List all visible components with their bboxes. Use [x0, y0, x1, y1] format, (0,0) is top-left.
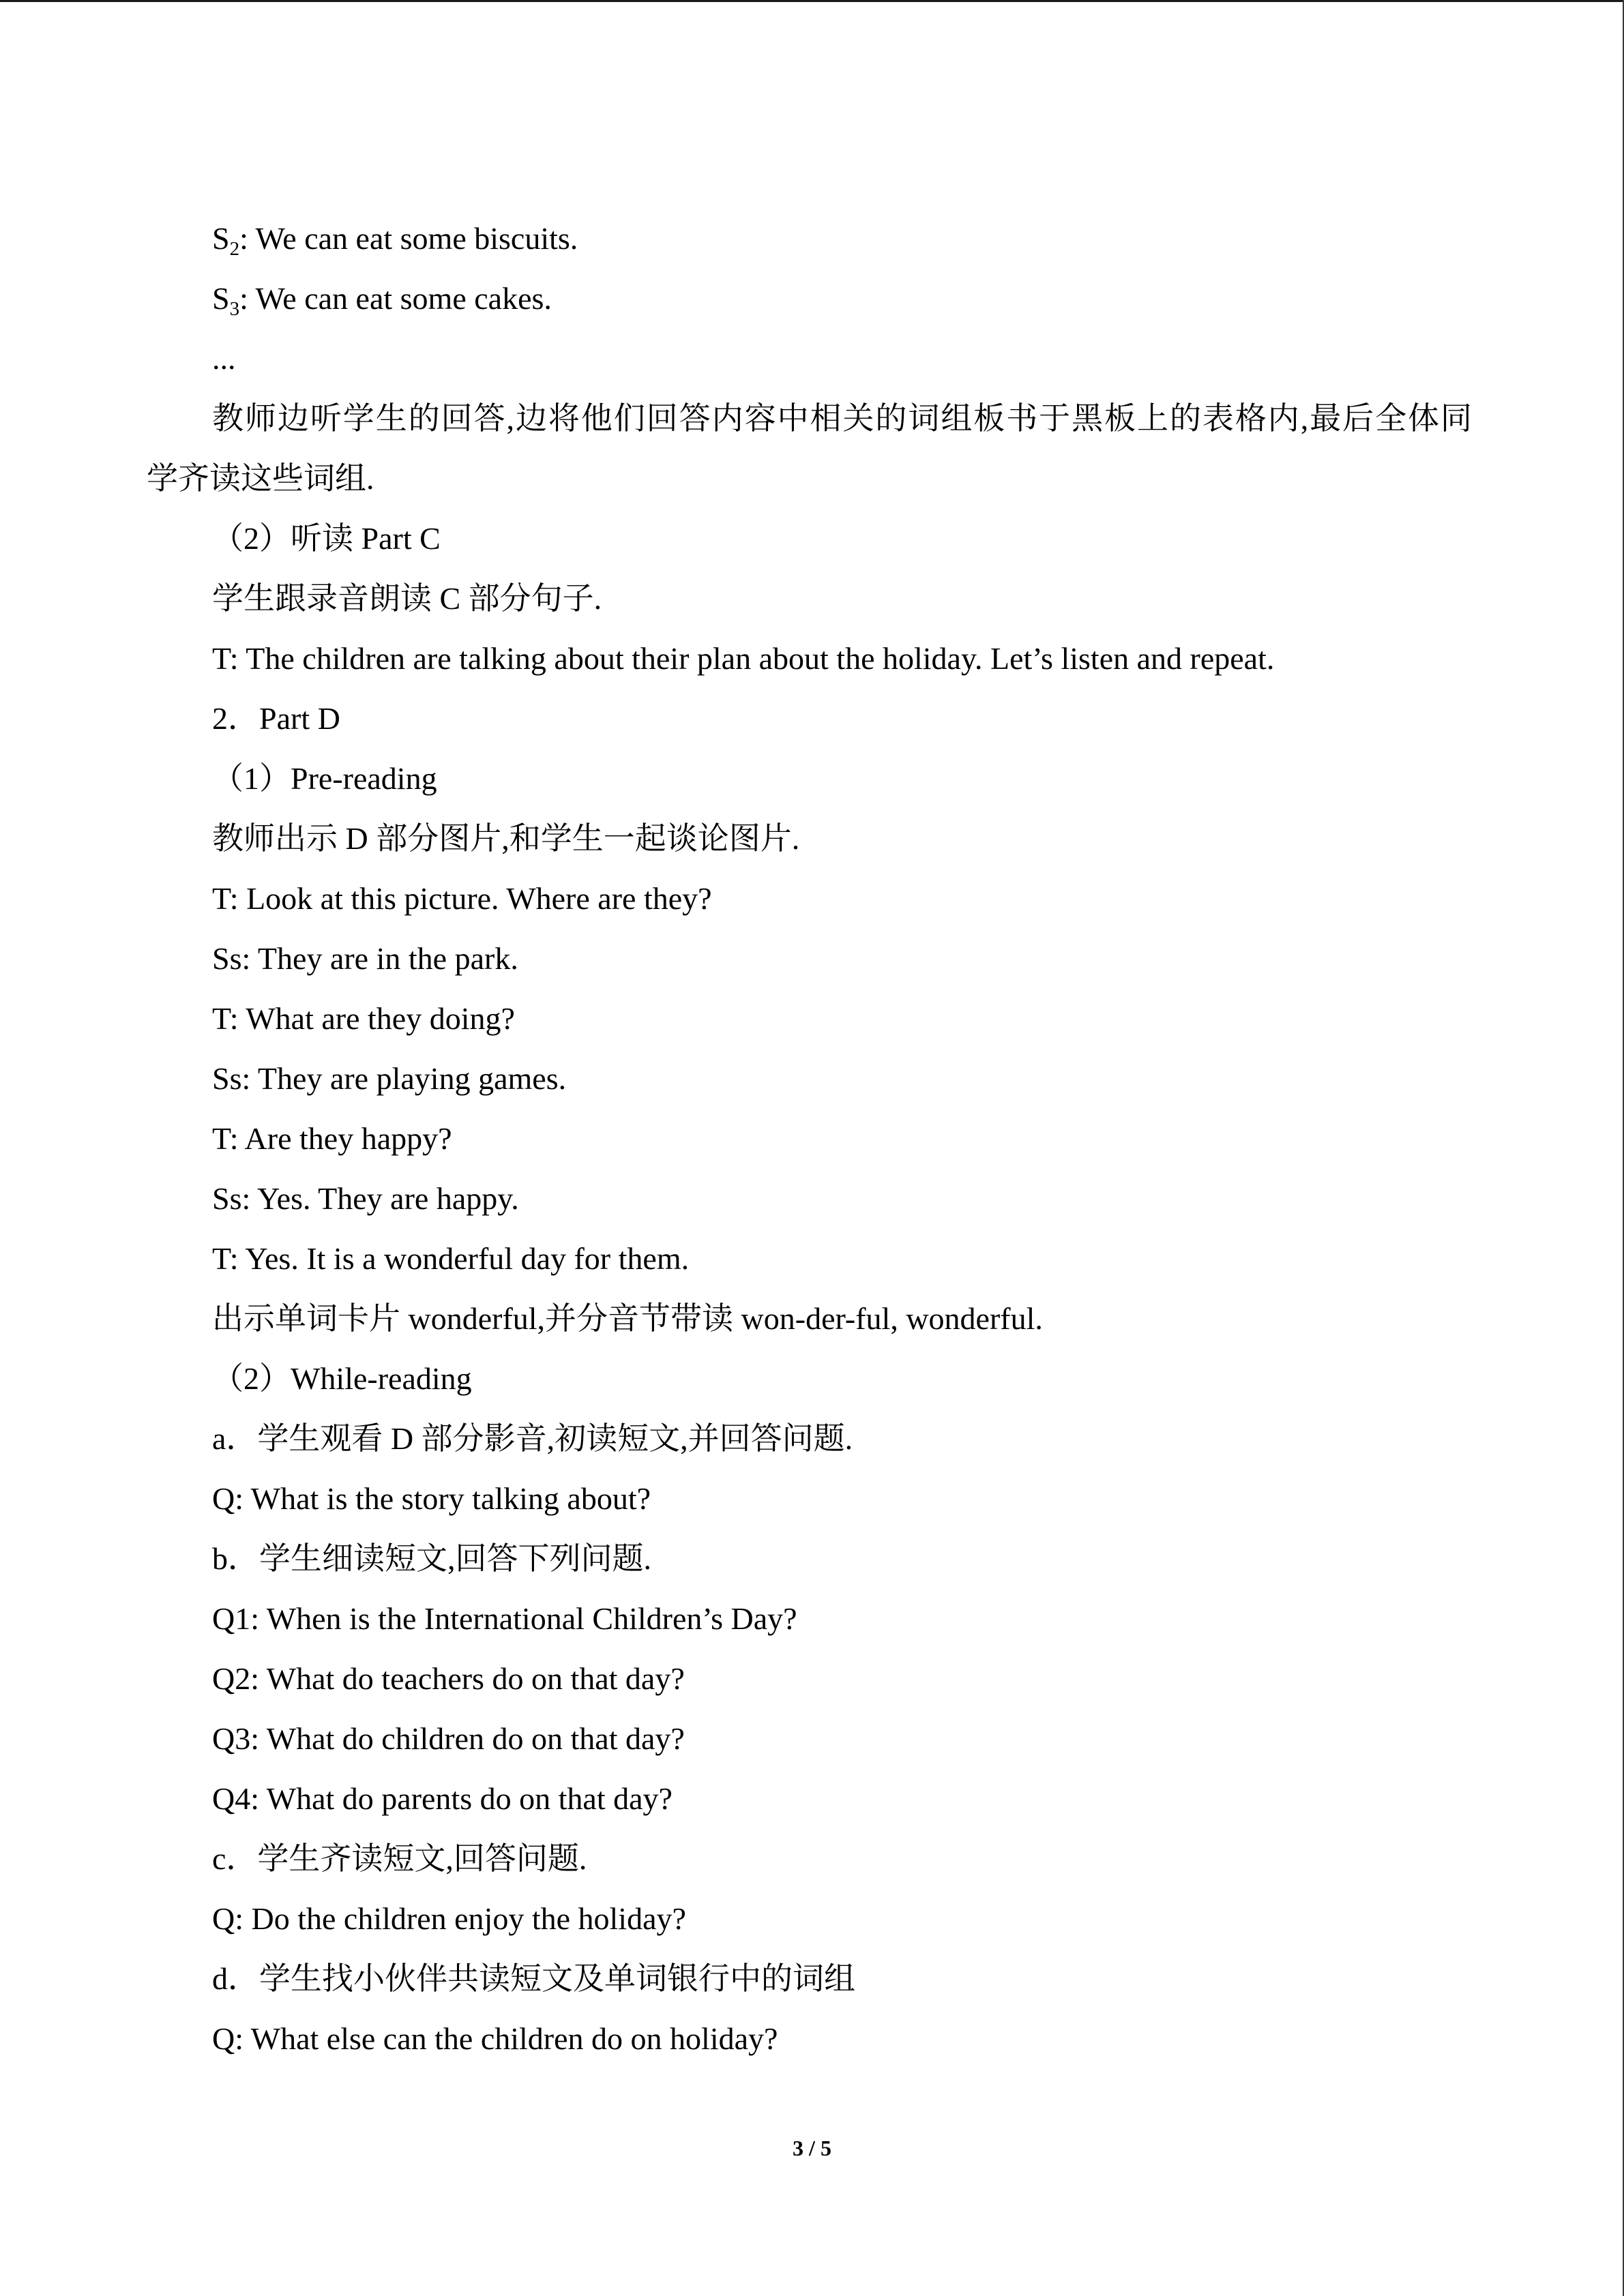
dialogue-line: T: Are they happy? — [212, 1121, 452, 1156]
subsection-heading: （2）听读 Part C — [212, 521, 441, 556]
ellipsis-line: ... — [212, 341, 236, 376]
page-body — [147, 209, 1472, 2069]
section-heading: 2．Part D — [212, 701, 340, 736]
dialogue-line: Ss: They are in the park. — [212, 941, 518, 976]
instruction-paragraph-line: 教师边听学生的回答,边将他们回答内容中相关的词组板书于黑板上的表格内,最后全体同 — [212, 401, 1472, 436]
dialogue-line: T: Yes. It is a wonderful day for them. — [212, 1241, 690, 1276]
instruction-line: c．学生齐读短文,回答问题. — [212, 1841, 587, 1876]
dialogue-text: : We can eat some biscuits. — [239, 221, 578, 256]
dialogue-line — [147, 269, 1472, 329]
question-line: Q4: What do parents do on that day? — [212, 1781, 673, 1816]
question-line: Q: Do the children enjoy the holiday? — [212, 1901, 686, 1936]
top-border-rule — [0, 0, 1624, 2]
dialogue-line: T: Look at this picture. Where are they? — [212, 881, 712, 916]
instruction-line: 出示单词卡片 wonderful,并分音节带读 won-der-ful, wonderful. — [212, 1301, 1043, 1336]
instruction-line: d．学生找小伙伴共读短文及单词银行中的词组 — [212, 1961, 855, 1996]
speaker-subscript: 2 — [229, 238, 240, 260]
question-line: Q3: What do children do on that day? — [212, 1721, 685, 1756]
speaker-label: S — [212, 281, 230, 316]
instruction-line: 学生跟录音朗读 C 部分句子. — [212, 581, 602, 616]
question-line: Q: What is the story talking about? — [212, 1481, 651, 1516]
instruction-line: a．学生观看 D 部分影音,初读短文,并回答问题. — [212, 1421, 853, 1456]
question-line: Q: What else can the children do on holiday? — [212, 2021, 778, 2056]
question-line: Q2: What do teachers do on that day? — [212, 1661, 685, 1696]
dialogue-text: : We can eat some cakes. — [239, 281, 552, 316]
instruction-line: b．学生细读短文,回答下列问题. — [212, 1541, 651, 1576]
subsection-heading: （2）While-reading — [212, 1361, 472, 1396]
speaker-subscript: 3 — [229, 298, 240, 320]
speaker-label: S — [212, 221, 230, 256]
question-line: Q1: When is the International Children’s Day? — [212, 1601, 797, 1636]
instruction-line: 教师出示 D 部分图片,和学生一起谈论图片. — [212, 821, 800, 856]
dialogue-line: T: What are they doing? — [212, 1001, 515, 1036]
dialogue-line: Ss: They are playing games. — [212, 1061, 567, 1096]
dialogue-line: T: The children are talking about their plan about the holiday. Let’s listen and repeat. — [212, 641, 1275, 676]
subsection-heading: （1）Pre-reading — [212, 761, 437, 796]
dialogue-line — [147, 209, 1472, 269]
page-number: 3 / 5 — [793, 2136, 831, 2160]
dialogue-line: Ss: Yes. They are happy. — [212, 1181, 519, 1216]
instruction-paragraph-line: 学齐读这些词组. — [147, 461, 374, 496]
